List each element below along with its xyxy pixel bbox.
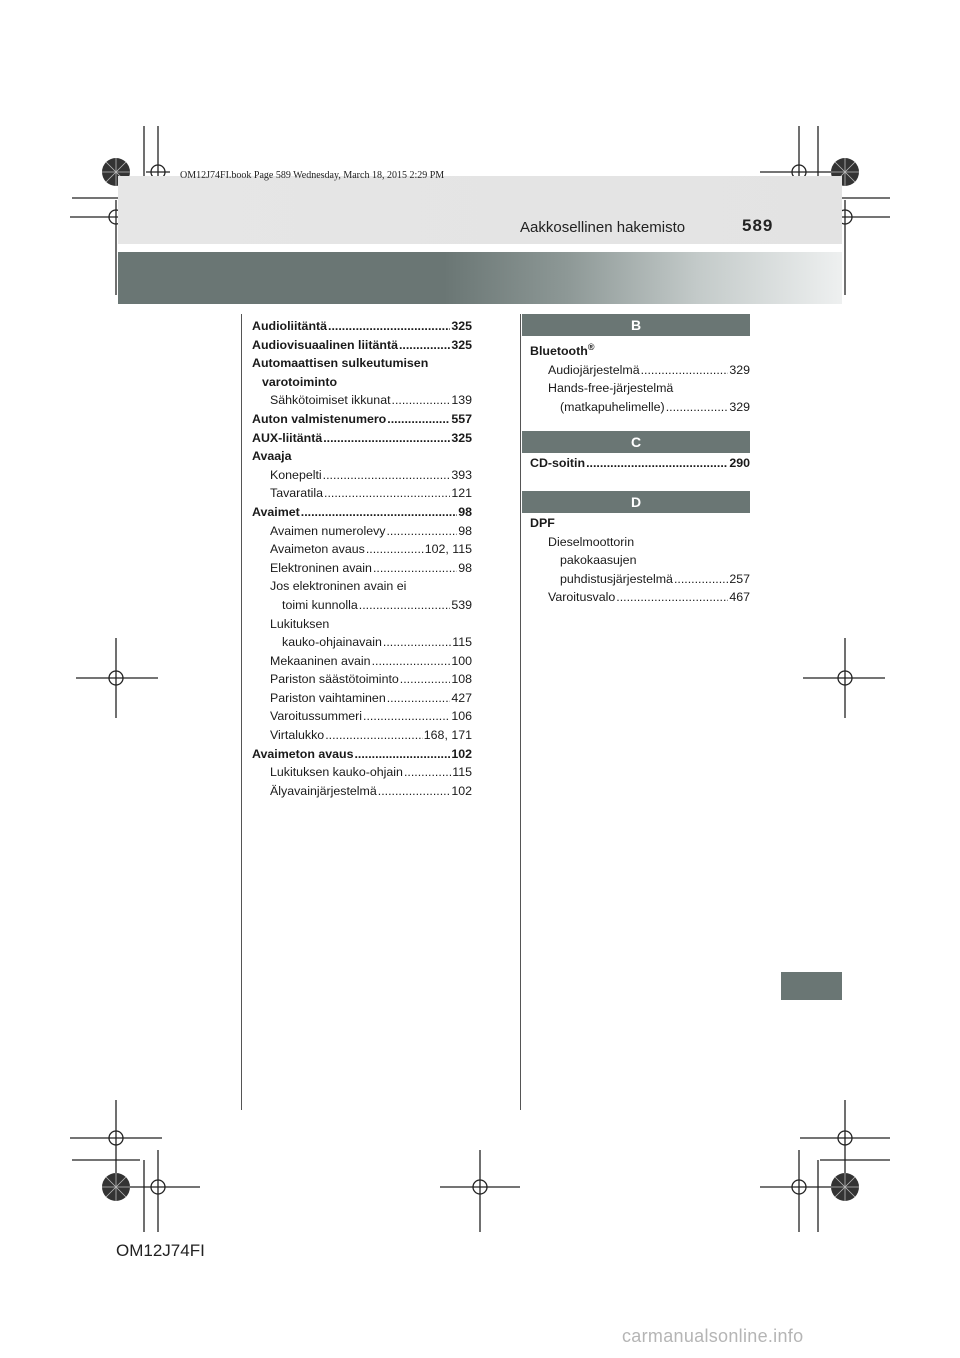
print-info: OM12J74FI.book Page 589 Wednesday, March 18, 2015 2:29 PM xyxy=(180,170,445,181)
index-entry: Audiovisuaalinen liitäntä ..... 325 xyxy=(252,336,472,355)
index-subentry: Virtalukko ..... 168, 171 xyxy=(252,726,472,745)
index-column-right-c xyxy=(530,454,750,473)
index-subentry: Avaimen numerolevy ..... 98 xyxy=(252,522,472,541)
index-entry: DPF xyxy=(530,516,555,530)
index-entry: Avaimet ..... 98 xyxy=(252,503,472,522)
index-subentry: puhdistusjärjestelmä ..... 257 xyxy=(530,570,750,589)
index-subentry: Mekaaninen avain ..... 100 xyxy=(252,652,472,671)
chapter-tab xyxy=(781,972,842,1000)
header-title: Aakkosellinen hakemisto xyxy=(520,219,686,236)
index-entry: Automaattisen sulkeutumisen xyxy=(252,356,429,371)
index-subentry: Lukituksen kauko-ohjain ..... 115 xyxy=(252,763,472,782)
header-gradient-bar xyxy=(118,252,842,304)
index-subentry: Jos elektroninen avain ei xyxy=(270,579,407,594)
header-band xyxy=(118,176,842,244)
column-divider-left xyxy=(241,314,242,1110)
index-subentry: (matkapuhelimelle) ..... 329 xyxy=(530,398,750,417)
index-subentry: toimi kunnolla ..... 539 xyxy=(252,596,472,615)
manual-code: OM12J74FI xyxy=(116,1241,205,1260)
index-subentry: Varoitusvalo ..... 467 xyxy=(530,588,750,607)
index-subentry: Audiojärjestelmä ..... 329 xyxy=(530,361,750,380)
page-number: 589 xyxy=(742,216,774,235)
section-letter-d: D xyxy=(522,491,750,513)
index-column-right-d xyxy=(530,514,750,607)
watermark-site: carmanualsonline.info xyxy=(622,1326,804,1346)
index-subentry: Konepelti ..... 393 xyxy=(252,466,472,485)
index-subentry: Älyavainjärjestelmä ..... 102 xyxy=(252,782,472,801)
column-divider-right xyxy=(520,314,521,1110)
index-subentry: Avaimeton avaus ..... 102, 115 xyxy=(252,540,472,559)
index-entry: AUX-liitäntä ..... 325 xyxy=(252,429,472,448)
index-subentry: Pariston vaihtaminen ..... 427 xyxy=(252,689,472,708)
index-column-left xyxy=(252,317,472,800)
index-subentry: Lukituksen xyxy=(270,616,330,631)
index-subentry: Elektroninen avain ..... 98 xyxy=(252,559,472,578)
index-subentry: Tavaratila ..... 121 xyxy=(252,484,472,503)
index-entry: Auton valmistenumero ..... 557 xyxy=(252,410,472,429)
index-entry: Avaimeton avaus ..... 102 xyxy=(252,745,472,764)
index-subentry: Varoitussummeri ..... 106 xyxy=(252,707,472,726)
index-subentry: kauko-ohjainavain ..... 115 xyxy=(252,633,472,652)
section-letter-c: C xyxy=(522,431,750,453)
index-subentry: pakokaasujen xyxy=(560,553,637,568)
index-entry: CD-soitin ..... 290 xyxy=(530,454,750,473)
section-letter-b: B xyxy=(522,314,750,336)
index-entry: varotoiminto xyxy=(262,374,338,389)
index-subentry: Sähkötoimiset ikkunat ..... 139 xyxy=(252,391,472,410)
index-column-right-b xyxy=(530,338,750,417)
index-entry: Avaaja xyxy=(252,449,292,464)
index-subentry: Dieselmoottorin xyxy=(548,534,635,549)
index-entry: Audioliitäntä ..... 325 xyxy=(252,317,472,336)
index-entry: Bluetooth® xyxy=(530,342,595,359)
index-subentry: Pariston säästötoiminto ..... 108 xyxy=(252,670,472,689)
index-subentry: Hands-free-järjestelmä xyxy=(548,381,674,396)
